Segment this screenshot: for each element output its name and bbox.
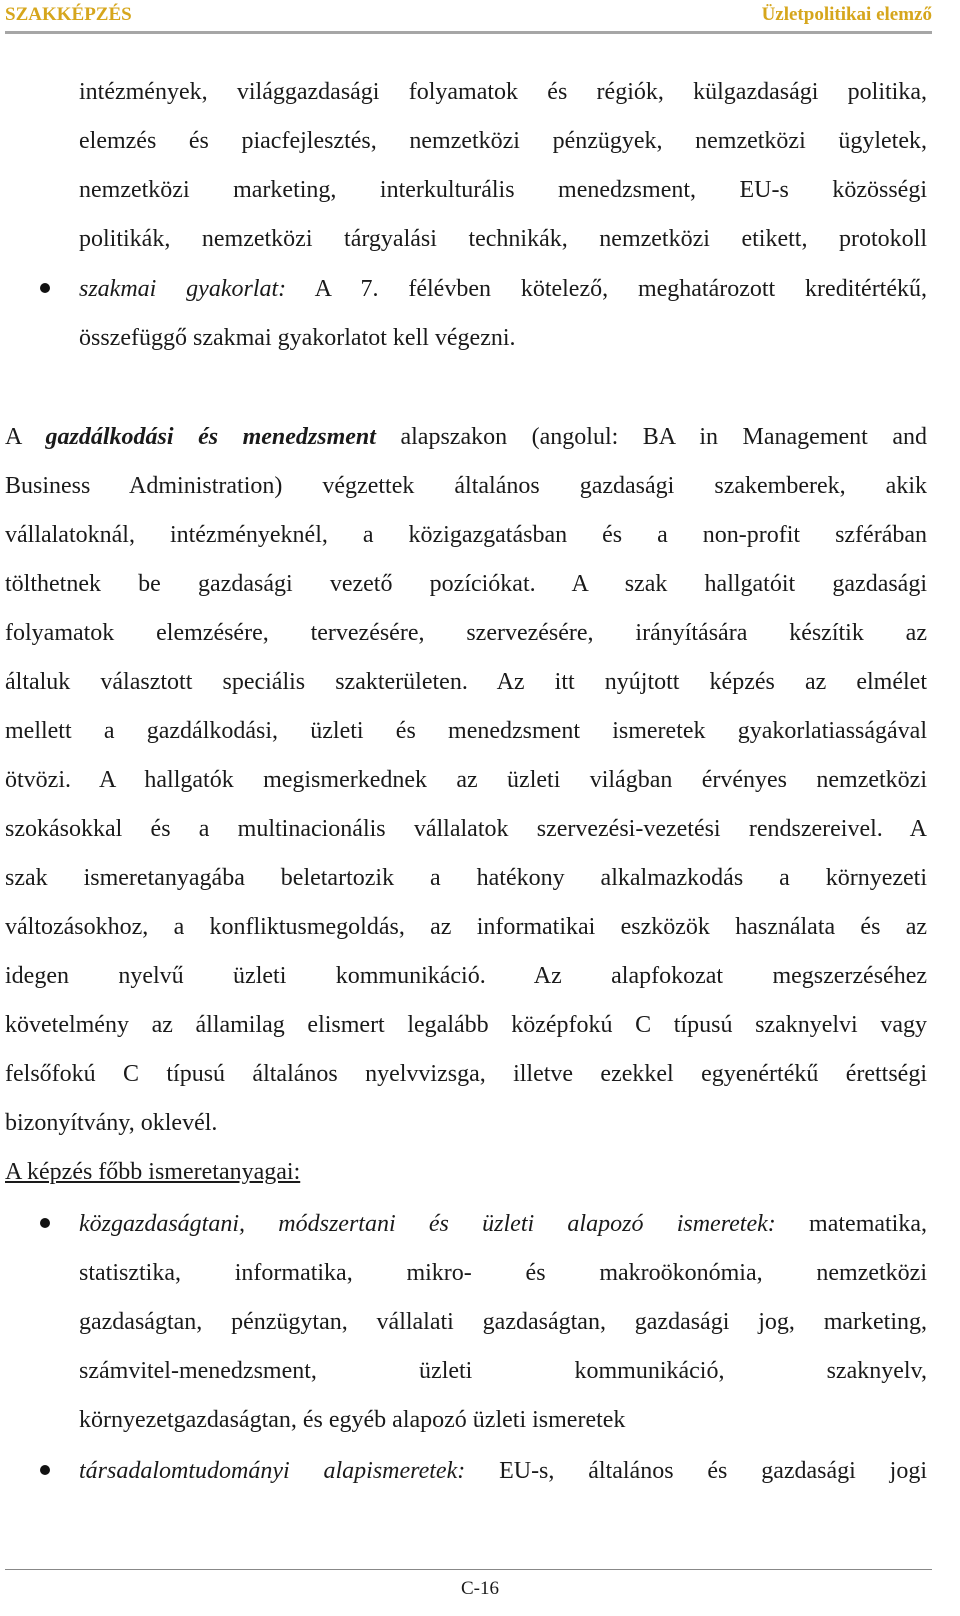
text-line: statisztika, informatika, mikro- és makroökonómia, nemzetközi	[79, 1260, 927, 1286]
paragraph-line: Business Administration) végzettek általános gazdasági szakemberek, akik	[5, 473, 927, 499]
text-line: politikák, nemzetközi tárgyalási technikák, nemzetközi etikett, protokoll	[79, 226, 927, 252]
paragraph-line: folyamatok elemzésére, tervezésére, szervezésére, irányítására készítik az	[5, 620, 927, 646]
list-item-text: EU-s, általános és gazdasági jogi	[465, 1458, 927, 1484]
list-item-text: matematika,	[775, 1211, 928, 1237]
text-line: számvitel-menedzsment, üzleti kommunikáció, szaknyelv,	[79, 1358, 927, 1384]
paragraph-line	[5, 412, 927, 462]
bullet-icon	[40, 1465, 50, 1475]
footer-rule	[5, 1569, 932, 1570]
list-item	[79, 264, 927, 314]
bullet-icon	[40, 283, 50, 293]
paragraph-text: alapszakon (angolul: BA in Management and	[375, 424, 928, 450]
text-line: elemzés és piacfejlesztés, nemzetközi pénzügyek, nemzetközi ügyletek,	[79, 128, 927, 154]
paragraph-lead: A	[5, 424, 46, 450]
list-item	[79, 1446, 927, 1496]
text-line: gazdaságtan, pénzügytan, vállalati gazdaságtan, gazdasági jog, marketing,	[79, 1309, 927, 1335]
paragraph-line: felsőfokú C típusú általános nyelvvizsga, illetve ezekkel egyenértékű érettségi	[5, 1061, 927, 1087]
header-left-text: SZAKKÉPZÉS	[5, 4, 132, 25]
header-right-text: Üzletpolitikai elemző	[761, 4, 932, 25]
text-line: intézmények, világgazdasági folyamatok és régiók, külgazdasági politika,	[79, 79, 927, 105]
list-item-label: szakmai gyakorlat:	[79, 276, 287, 302]
header-rule	[5, 31, 932, 34]
paragraph-line: követelmény az államilag elismert legalább középfokú C típusú szaknyelvi vagy	[5, 1012, 927, 1038]
section-heading	[5, 1147, 927, 1197]
text-line: nemzetközi marketing, interkulturális menedzsment, EU-s közösségi	[79, 177, 927, 203]
paragraph-line: ötvözi. A hallgatók megismerkednek az üzleti világban érvényes nemzetközi	[5, 767, 927, 793]
section-heading-text: A képzés főbb ismeretanyagai:	[5, 1159, 301, 1185]
paragraph-line: idegen nyelvű üzleti kommunikáció. Az alapfokozat megszerzéséhez	[5, 963, 927, 989]
list-item	[79, 1199, 927, 1249]
paragraph-line: változásokhoz, a konfliktusmegoldás, az informatikai eszközök használata és az	[5, 914, 927, 940]
list-item-label: közgazdaságtani, módszertani és üzleti alapozó ismeretek:	[79, 1211, 776, 1237]
page-header	[0, 0, 960, 40]
program-name: gazdálkodási és menedzsment	[45, 424, 376, 450]
paragraph-line: mellett a gazdálkodási, üzleti és menedzsment ismeretek gyakorlatiasságával	[5, 718, 927, 744]
text-line: környezetgazdaságtan, és egyéb alapozó üzleti ismeretek	[79, 1407, 626, 1433]
bullet-icon	[40, 1218, 50, 1228]
paragraph-line: szak ismeretanyagába beletartozik a hatékony alkalmazkodás a környezeti	[5, 865, 927, 891]
paragraph-line: bizonyítvány, oklevél.	[5, 1110, 218, 1136]
paragraph-line: szokásokkal és a multinacionális vállalatok szervezési-vezetési rendszereivel. A	[5, 816, 927, 842]
paragraph-line: vállalatoknál, intézményeknél, a közigazgatásban és a non-profit szférában	[5, 522, 927, 548]
text-line: összefüggő szakmai gyakorlatot kell végezni.	[79, 325, 516, 351]
list-item-label: társadalomtudományi alapismeretek:	[79, 1458, 466, 1484]
paragraph-line: általuk választott speciális szakterületen. Az itt nyújtott képzés az elmélet	[5, 669, 927, 695]
page-number: C-16	[461, 1578, 499, 1599]
list-item-text: A 7. félévben kötelező, meghatározott kreditértékű,	[286, 276, 928, 302]
paragraph-line: tölthetnek be gazdasági vezető pozíciókat. A szak hallgatóit gazdasági	[5, 571, 927, 597]
